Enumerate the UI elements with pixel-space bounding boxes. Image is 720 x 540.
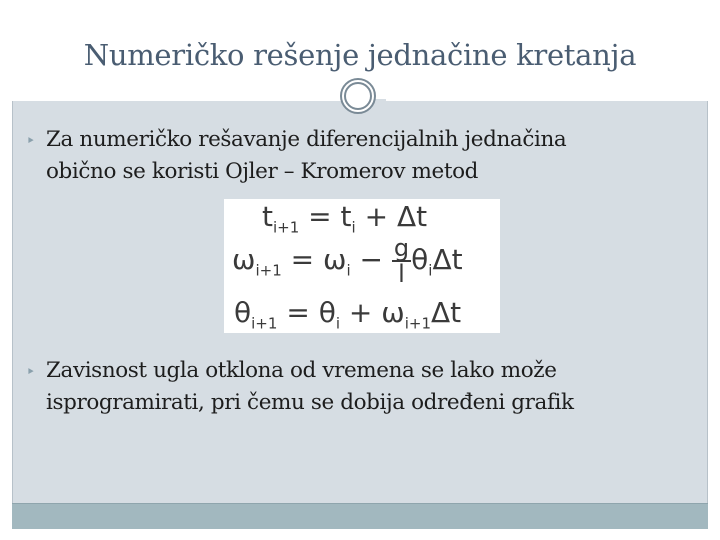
eq2-term-sub: i xyxy=(346,261,351,280)
equation-omega xyxy=(232,236,463,286)
eq1-term: t xyxy=(340,200,352,233)
title-divider-right xyxy=(386,99,708,101)
eq3-omega-sub: i+1 xyxy=(404,314,431,333)
eq3-equals: = xyxy=(277,296,319,329)
bullet-1-line-2: obično se koristi Ojler – Kromerov metod xyxy=(46,159,478,184)
slide-title: Numeričko rešenje jednačine kretanja xyxy=(83,38,637,72)
eq3-term-sub: i xyxy=(335,314,340,333)
eq2-rest: Δt xyxy=(432,243,463,276)
bullet-marker-icon: ‣ xyxy=(26,131,36,150)
eq2-fraction xyxy=(392,236,411,286)
eq2-equals: = xyxy=(281,243,323,276)
bullet-1-line-1: Za numeričko rešavanje diferencijalnih jednačina xyxy=(46,127,567,152)
eq1-rest: + Δt xyxy=(355,200,428,233)
eq2-lhs-sub: i+1 xyxy=(255,261,282,280)
eq2-theta: θ xyxy=(411,243,429,276)
eq3-rest: Δt xyxy=(431,296,462,329)
footer-bar xyxy=(12,503,708,529)
bullet-2-line-1: Zavisnost ugla otklona od vremena se lako može xyxy=(46,358,557,383)
eq2-theta-sub: i xyxy=(428,261,433,280)
eq3-term: θ xyxy=(318,296,336,329)
eq2-lhs: ω xyxy=(232,243,256,276)
eq3-lhs: θ xyxy=(234,296,252,329)
eq1-term-sub: i xyxy=(351,218,356,237)
eq2-numerator: g xyxy=(393,234,410,262)
eq3-omega: ω xyxy=(381,296,405,329)
bullet-2-line-2: isprogramirati, pri čemu se dobija određeni grafik xyxy=(46,390,574,415)
eq1-lhs-sub: i+1 xyxy=(272,218,300,237)
bullet-2 xyxy=(26,355,686,418)
eq1-lhs: t xyxy=(262,200,273,233)
bullet-marker-icon: ‣ xyxy=(26,362,36,381)
eq3-plus: + xyxy=(340,296,382,329)
equation-time xyxy=(262,200,427,237)
bullet-1 xyxy=(26,124,686,187)
eq2-term: ω xyxy=(323,243,347,276)
eq1-equals: = xyxy=(299,200,341,233)
eq2-denominator: l xyxy=(398,260,405,288)
equation-theta xyxy=(234,296,461,333)
title-divider-left xyxy=(12,99,342,101)
eq2-minus: − xyxy=(350,243,392,276)
divider-ring-inner-icon xyxy=(344,82,372,110)
eq3-lhs-sub: i+1 xyxy=(251,314,278,333)
